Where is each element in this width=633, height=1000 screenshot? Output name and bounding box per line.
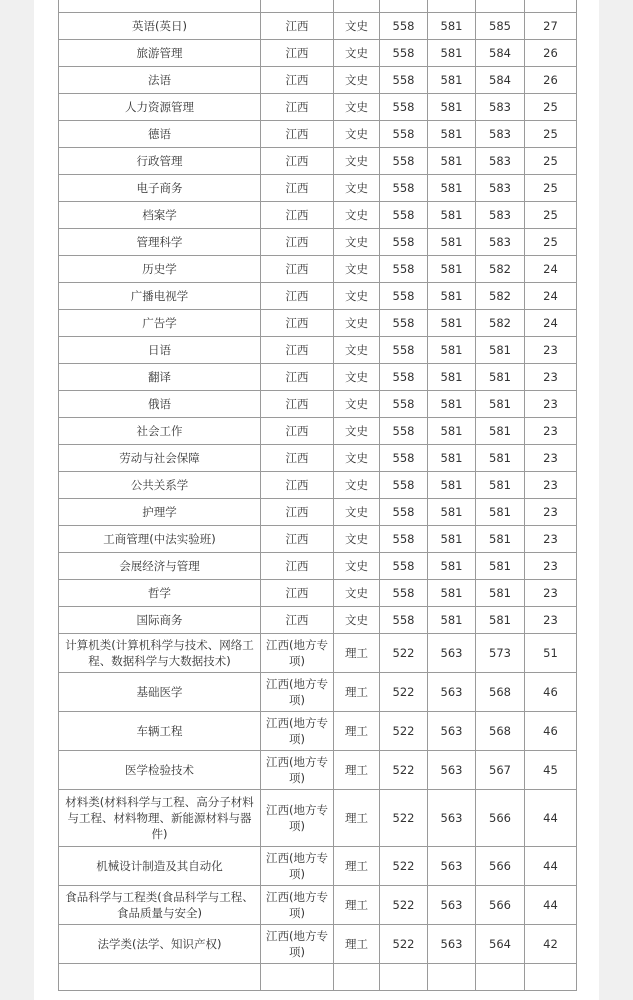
cell-rank: 24 — [525, 256, 577, 283]
cell-region: 江西 — [261, 175, 334, 202]
cell-region: 江西 — [261, 553, 334, 580]
cell-major: 历史学 — [59, 256, 261, 283]
table-row — [59, 13, 577, 40]
cell-avg-score: 584 — [476, 67, 525, 94]
cell-major: 会展经济与管理 — [59, 553, 261, 580]
cell-avg-score: 583 — [476, 175, 525, 202]
cell-major: 劳动与社会保障 — [59, 445, 261, 472]
cell-rank: 23 — [525, 472, 577, 499]
cell-category: 理工 — [334, 712, 380, 751]
cell-max-score: 581 — [428, 499, 476, 526]
cell-rank: 45 — [525, 751, 577, 790]
cell-category — [334, 964, 380, 991]
cell-rank: 23 — [525, 553, 577, 580]
table-row — [59, 337, 577, 364]
cell-avg-score: 583 — [476, 202, 525, 229]
cell-max-score: 581 — [428, 283, 476, 310]
cell-category: 理工 — [334, 634, 380, 673]
cell-category: 文史 — [334, 67, 380, 94]
cell-category: 文史 — [334, 445, 380, 472]
cell-min-score: 558 — [380, 67, 428, 94]
cell-major: 公共关系学 — [59, 472, 261, 499]
cell-avg-score: 581 — [476, 499, 525, 526]
cell-region — [261, 964, 334, 991]
cell-min-score: 558 — [380, 121, 428, 148]
cell-major: 翻译 — [59, 364, 261, 391]
cell-avg-score: 581 — [476, 607, 525, 634]
cell-major: 日语 — [59, 337, 261, 364]
cell-region: 江西 — [261, 418, 334, 445]
cell-major: 管理科学 — [59, 229, 261, 256]
cell-rank: 25 — [525, 148, 577, 175]
cell-avg-score: 564 — [476, 925, 525, 964]
cell-min-score: 558 — [380, 13, 428, 40]
cell-region: 江西 — [261, 472, 334, 499]
table-row — [59, 0, 577, 13]
table-row — [59, 67, 577, 94]
cell-min-score: 558 — [380, 445, 428, 472]
cell-min-score: 558 — [380, 472, 428, 499]
cell-category: 文史 — [334, 310, 380, 337]
cell-region: 江西 — [261, 364, 334, 391]
table-row — [59, 283, 577, 310]
cell-avg-score: 581 — [476, 337, 525, 364]
cell-min-score: 558 — [380, 148, 428, 175]
cell-major: 工商管理(中法实验班) — [59, 526, 261, 553]
cell-avg-score: 582 — [476, 310, 525, 337]
table-row — [59, 634, 577, 673]
cell-category: 文史 — [334, 94, 380, 121]
cell-region: 江西 — [261, 283, 334, 310]
cell-min-score: 558 — [380, 580, 428, 607]
cell-min-score: 522 — [380, 712, 428, 751]
cell-major — [59, 0, 261, 13]
cell-major: 人力资源管理 — [59, 94, 261, 121]
cell-rank: 25 — [525, 202, 577, 229]
cell-min-score: 522 — [380, 847, 428, 886]
cell-category: 文史 — [334, 40, 380, 67]
cell-category: 文史 — [334, 337, 380, 364]
cell-min-score: 558 — [380, 526, 428, 553]
cell-avg-score: 581 — [476, 580, 525, 607]
cell-rank: 25 — [525, 94, 577, 121]
cell-region: 江西 — [261, 580, 334, 607]
cell-rank: 23 — [525, 607, 577, 634]
cell-rank: 24 — [525, 310, 577, 337]
cell-avg-score: 585 — [476, 13, 525, 40]
cell-min-score: 558 — [380, 337, 428, 364]
cell-rank: 44 — [525, 847, 577, 886]
cell-min-score: 522 — [380, 751, 428, 790]
cell-major: 食品科学与工程类(食品科学与工程、食品质量与安全) — [59, 886, 261, 925]
cell-max-score: 581 — [428, 418, 476, 445]
cell-avg-score: 581 — [476, 364, 525, 391]
cell-category: 理工 — [334, 790, 380, 847]
cell-region: 江西 — [261, 94, 334, 121]
cell-category: 理工 — [334, 925, 380, 964]
cell-min-score: 558 — [380, 40, 428, 67]
cell-category: 文史 — [334, 472, 380, 499]
cell-category: 文史 — [334, 580, 380, 607]
cell-min-score: 558 — [380, 607, 428, 634]
cell-avg-score: 566 — [476, 847, 525, 886]
cell-region: 江西(地方专项) — [261, 847, 334, 886]
cell-avg-score: 581 — [476, 472, 525, 499]
table-row — [59, 391, 577, 418]
cell-major: 计算机类(计算机科学与技术、网络工程、数据科学与大数据技术) — [59, 634, 261, 673]
cell-rank: 23 — [525, 364, 577, 391]
cell-max-score — [428, 964, 476, 991]
cell-category: 文史 — [334, 418, 380, 445]
table-row — [59, 847, 577, 886]
cell-avg-score: 566 — [476, 886, 525, 925]
cell-rank: 44 — [525, 886, 577, 925]
cell-max-score: 581 — [428, 580, 476, 607]
table-row — [59, 526, 577, 553]
cell-region: 江西(地方专项) — [261, 712, 334, 751]
table-row — [59, 580, 577, 607]
cell-min-score: 522 — [380, 925, 428, 964]
cell-max-score: 581 — [428, 94, 476, 121]
cell-min-score — [380, 0, 428, 13]
cell-max-score: 581 — [428, 67, 476, 94]
cell-major: 俄语 — [59, 391, 261, 418]
cell-rank — [525, 964, 577, 991]
table-body — [59, 0, 577, 991]
cell-avg-score: 568 — [476, 712, 525, 751]
cell-min-score: 558 — [380, 391, 428, 418]
cell-region: 江西 — [261, 337, 334, 364]
cell-max-score: 581 — [428, 121, 476, 148]
cell-region: 江西 — [261, 499, 334, 526]
cell-rank: 23 — [525, 418, 577, 445]
cell-category: 文史 — [334, 391, 380, 418]
table-row — [59, 148, 577, 175]
cell-region: 江西(地方专项) — [261, 790, 334, 847]
cell-region: 江西 — [261, 391, 334, 418]
cell-region: 江西(地方专项) — [261, 634, 334, 673]
cell-max-score: 563 — [428, 634, 476, 673]
cell-region — [261, 0, 334, 13]
table-row — [59, 40, 577, 67]
cell-major: 广告学 — [59, 310, 261, 337]
cell-region: 江西 — [261, 445, 334, 472]
cell-major: 行政管理 — [59, 148, 261, 175]
cell-rank: 25 — [525, 175, 577, 202]
cell-major: 档案学 — [59, 202, 261, 229]
cell-avg-score: 582 — [476, 256, 525, 283]
cell-rank — [525, 0, 577, 13]
table-row — [59, 712, 577, 751]
cell-region: 江西 — [261, 121, 334, 148]
cell-region: 江西(地方专项) — [261, 751, 334, 790]
cell-max-score: 563 — [428, 712, 476, 751]
cell-min-score: 558 — [380, 310, 428, 337]
cell-major: 法语 — [59, 67, 261, 94]
cell-max-score: 581 — [428, 256, 476, 283]
cell-rank: 27 — [525, 13, 577, 40]
cell-category: 文史 — [334, 364, 380, 391]
cell-category: 文史 — [334, 499, 380, 526]
cell-rank: 44 — [525, 790, 577, 847]
cell-avg-score: 581 — [476, 553, 525, 580]
cell-max-score: 581 — [428, 40, 476, 67]
cell-major — [59, 964, 261, 991]
cell-max-score: 581 — [428, 229, 476, 256]
cell-rank: 51 — [525, 634, 577, 673]
cell-avg-score: 568 — [476, 673, 525, 712]
cell-max-score — [428, 0, 476, 13]
cell-region: 江西 — [261, 13, 334, 40]
table-row — [59, 886, 577, 925]
cell-rank: 46 — [525, 712, 577, 751]
cell-avg-score: 583 — [476, 94, 525, 121]
cell-max-score: 581 — [428, 526, 476, 553]
cell-rank: 42 — [525, 925, 577, 964]
cell-avg-score: 581 — [476, 526, 525, 553]
cell-min-score: 558 — [380, 94, 428, 121]
table-row — [59, 790, 577, 847]
cell-region: 江西(地方专项) — [261, 886, 334, 925]
cell-avg-score: 581 — [476, 445, 525, 472]
cell-max-score: 563 — [428, 790, 476, 847]
cell-rank: 26 — [525, 40, 577, 67]
table-row — [59, 925, 577, 964]
table-row — [59, 202, 577, 229]
cell-region: 江西 — [261, 607, 334, 634]
cell-avg-score: 584 — [476, 40, 525, 67]
cell-category: 文史 — [334, 202, 380, 229]
cell-category: 文史 — [334, 526, 380, 553]
cell-max-score: 581 — [428, 472, 476, 499]
cell-avg-score: 583 — [476, 121, 525, 148]
cell-avg-score: 583 — [476, 229, 525, 256]
cell-min-score: 558 — [380, 418, 428, 445]
cell-category: 文史 — [334, 256, 380, 283]
table-row — [59, 121, 577, 148]
cell-min-score: 558 — [380, 256, 428, 283]
cell-rank: 24 — [525, 283, 577, 310]
cell-category: 理工 — [334, 673, 380, 712]
cell-category: 文史 — [334, 283, 380, 310]
cell-major: 护理学 — [59, 499, 261, 526]
cell-max-score: 581 — [428, 391, 476, 418]
cell-rank: 23 — [525, 391, 577, 418]
table-row — [59, 553, 577, 580]
cell-max-score: 581 — [428, 445, 476, 472]
cell-major: 医学检验技术 — [59, 751, 261, 790]
cell-region: 江西 — [261, 526, 334, 553]
table-row — [59, 364, 577, 391]
cell-max-score: 581 — [428, 148, 476, 175]
cell-major: 社会工作 — [59, 418, 261, 445]
cell-rank: 25 — [525, 121, 577, 148]
cell-category: 文史 — [334, 175, 380, 202]
cell-min-score: 558 — [380, 283, 428, 310]
cell-category — [334, 0, 380, 13]
table-row — [59, 310, 577, 337]
table-row — [59, 94, 577, 121]
cell-avg-score: 583 — [476, 148, 525, 175]
cell-region: 江西 — [261, 229, 334, 256]
cell-avg-score: 581 — [476, 418, 525, 445]
cell-rank: 23 — [525, 499, 577, 526]
page-sheet — [34, 0, 599, 1000]
cell-major: 车辆工程 — [59, 712, 261, 751]
table-row — [59, 607, 577, 634]
cell-category: 理工 — [334, 847, 380, 886]
cell-rank: 23 — [525, 445, 577, 472]
cell-max-score: 581 — [428, 310, 476, 337]
table-row — [59, 256, 577, 283]
cell-major: 基础医学 — [59, 673, 261, 712]
cell-avg-score: 581 — [476, 391, 525, 418]
table-row — [59, 964, 577, 991]
cell-rank: 23 — [525, 337, 577, 364]
cell-max-score: 563 — [428, 925, 476, 964]
cell-major: 哲学 — [59, 580, 261, 607]
cell-max-score: 581 — [428, 175, 476, 202]
cell-category: 文史 — [334, 13, 380, 40]
cell-min-score: 558 — [380, 553, 428, 580]
cell-category: 文史 — [334, 229, 380, 256]
table-row — [59, 499, 577, 526]
cell-rank: 23 — [525, 526, 577, 553]
cell-rank: 23 — [525, 580, 577, 607]
table-row — [59, 175, 577, 202]
cell-rank: 25 — [525, 229, 577, 256]
cell-avg-score: 566 — [476, 790, 525, 847]
cell-region: 江西(地方专项) — [261, 673, 334, 712]
cell-region: 江西(地方专项) — [261, 925, 334, 964]
cell-min-score: 522 — [380, 886, 428, 925]
cell-major: 材料类(材料科学与工程、高分子材料与工程、材料物理、新能源材料与器件) — [59, 790, 261, 847]
table-row — [59, 673, 577, 712]
cell-max-score: 563 — [428, 886, 476, 925]
cell-avg-score: 573 — [476, 634, 525, 673]
table-row — [59, 229, 577, 256]
cell-min-score: 558 — [380, 202, 428, 229]
cell-category: 文史 — [334, 553, 380, 580]
cell-region: 江西 — [261, 67, 334, 94]
cell-max-score: 563 — [428, 751, 476, 790]
cell-max-score: 581 — [428, 202, 476, 229]
cell-major: 国际商务 — [59, 607, 261, 634]
cell-avg-score — [476, 964, 525, 991]
cell-min-score: 522 — [380, 634, 428, 673]
admission-score-table — [58, 0, 577, 991]
cell-category: 文史 — [334, 148, 380, 175]
cell-region: 江西 — [261, 40, 334, 67]
cell-rank: 46 — [525, 673, 577, 712]
cell-max-score: 581 — [428, 337, 476, 364]
cell-min-score: 558 — [380, 175, 428, 202]
cell-major: 旅游管理 — [59, 40, 261, 67]
cell-major: 广播电视学 — [59, 283, 261, 310]
table-row — [59, 472, 577, 499]
cell-min-score: 522 — [380, 790, 428, 847]
table-row — [59, 751, 577, 790]
cell-category: 理工 — [334, 886, 380, 925]
table-row — [59, 418, 577, 445]
cell-max-score: 581 — [428, 364, 476, 391]
cell-min-score: 558 — [380, 499, 428, 526]
cell-category: 文史 — [334, 121, 380, 148]
cell-max-score: 581 — [428, 607, 476, 634]
cell-max-score: 563 — [428, 847, 476, 886]
cell-avg-score — [476, 0, 525, 13]
cell-region: 江西 — [261, 256, 334, 283]
cell-rank: 26 — [525, 67, 577, 94]
cell-major: 英语(英日) — [59, 13, 261, 40]
cell-region: 江西 — [261, 310, 334, 337]
cell-max-score: 563 — [428, 673, 476, 712]
cell-max-score: 581 — [428, 13, 476, 40]
cell-min-score: 522 — [380, 673, 428, 712]
cell-min-score — [380, 964, 428, 991]
cell-avg-score: 582 — [476, 283, 525, 310]
cell-max-score: 581 — [428, 553, 476, 580]
cell-category: 理工 — [334, 751, 380, 790]
cell-major: 法学类(法学、知识产权) — [59, 925, 261, 964]
cell-major: 机械设计制造及其自动化 — [59, 847, 261, 886]
cell-major: 电子商务 — [59, 175, 261, 202]
cell-min-score: 558 — [380, 364, 428, 391]
cell-region: 江西 — [261, 148, 334, 175]
cell-min-score: 558 — [380, 229, 428, 256]
cell-major: 德语 — [59, 121, 261, 148]
cell-category: 文史 — [334, 607, 380, 634]
cell-region: 江西 — [261, 202, 334, 229]
table-row — [59, 445, 577, 472]
cell-avg-score: 567 — [476, 751, 525, 790]
